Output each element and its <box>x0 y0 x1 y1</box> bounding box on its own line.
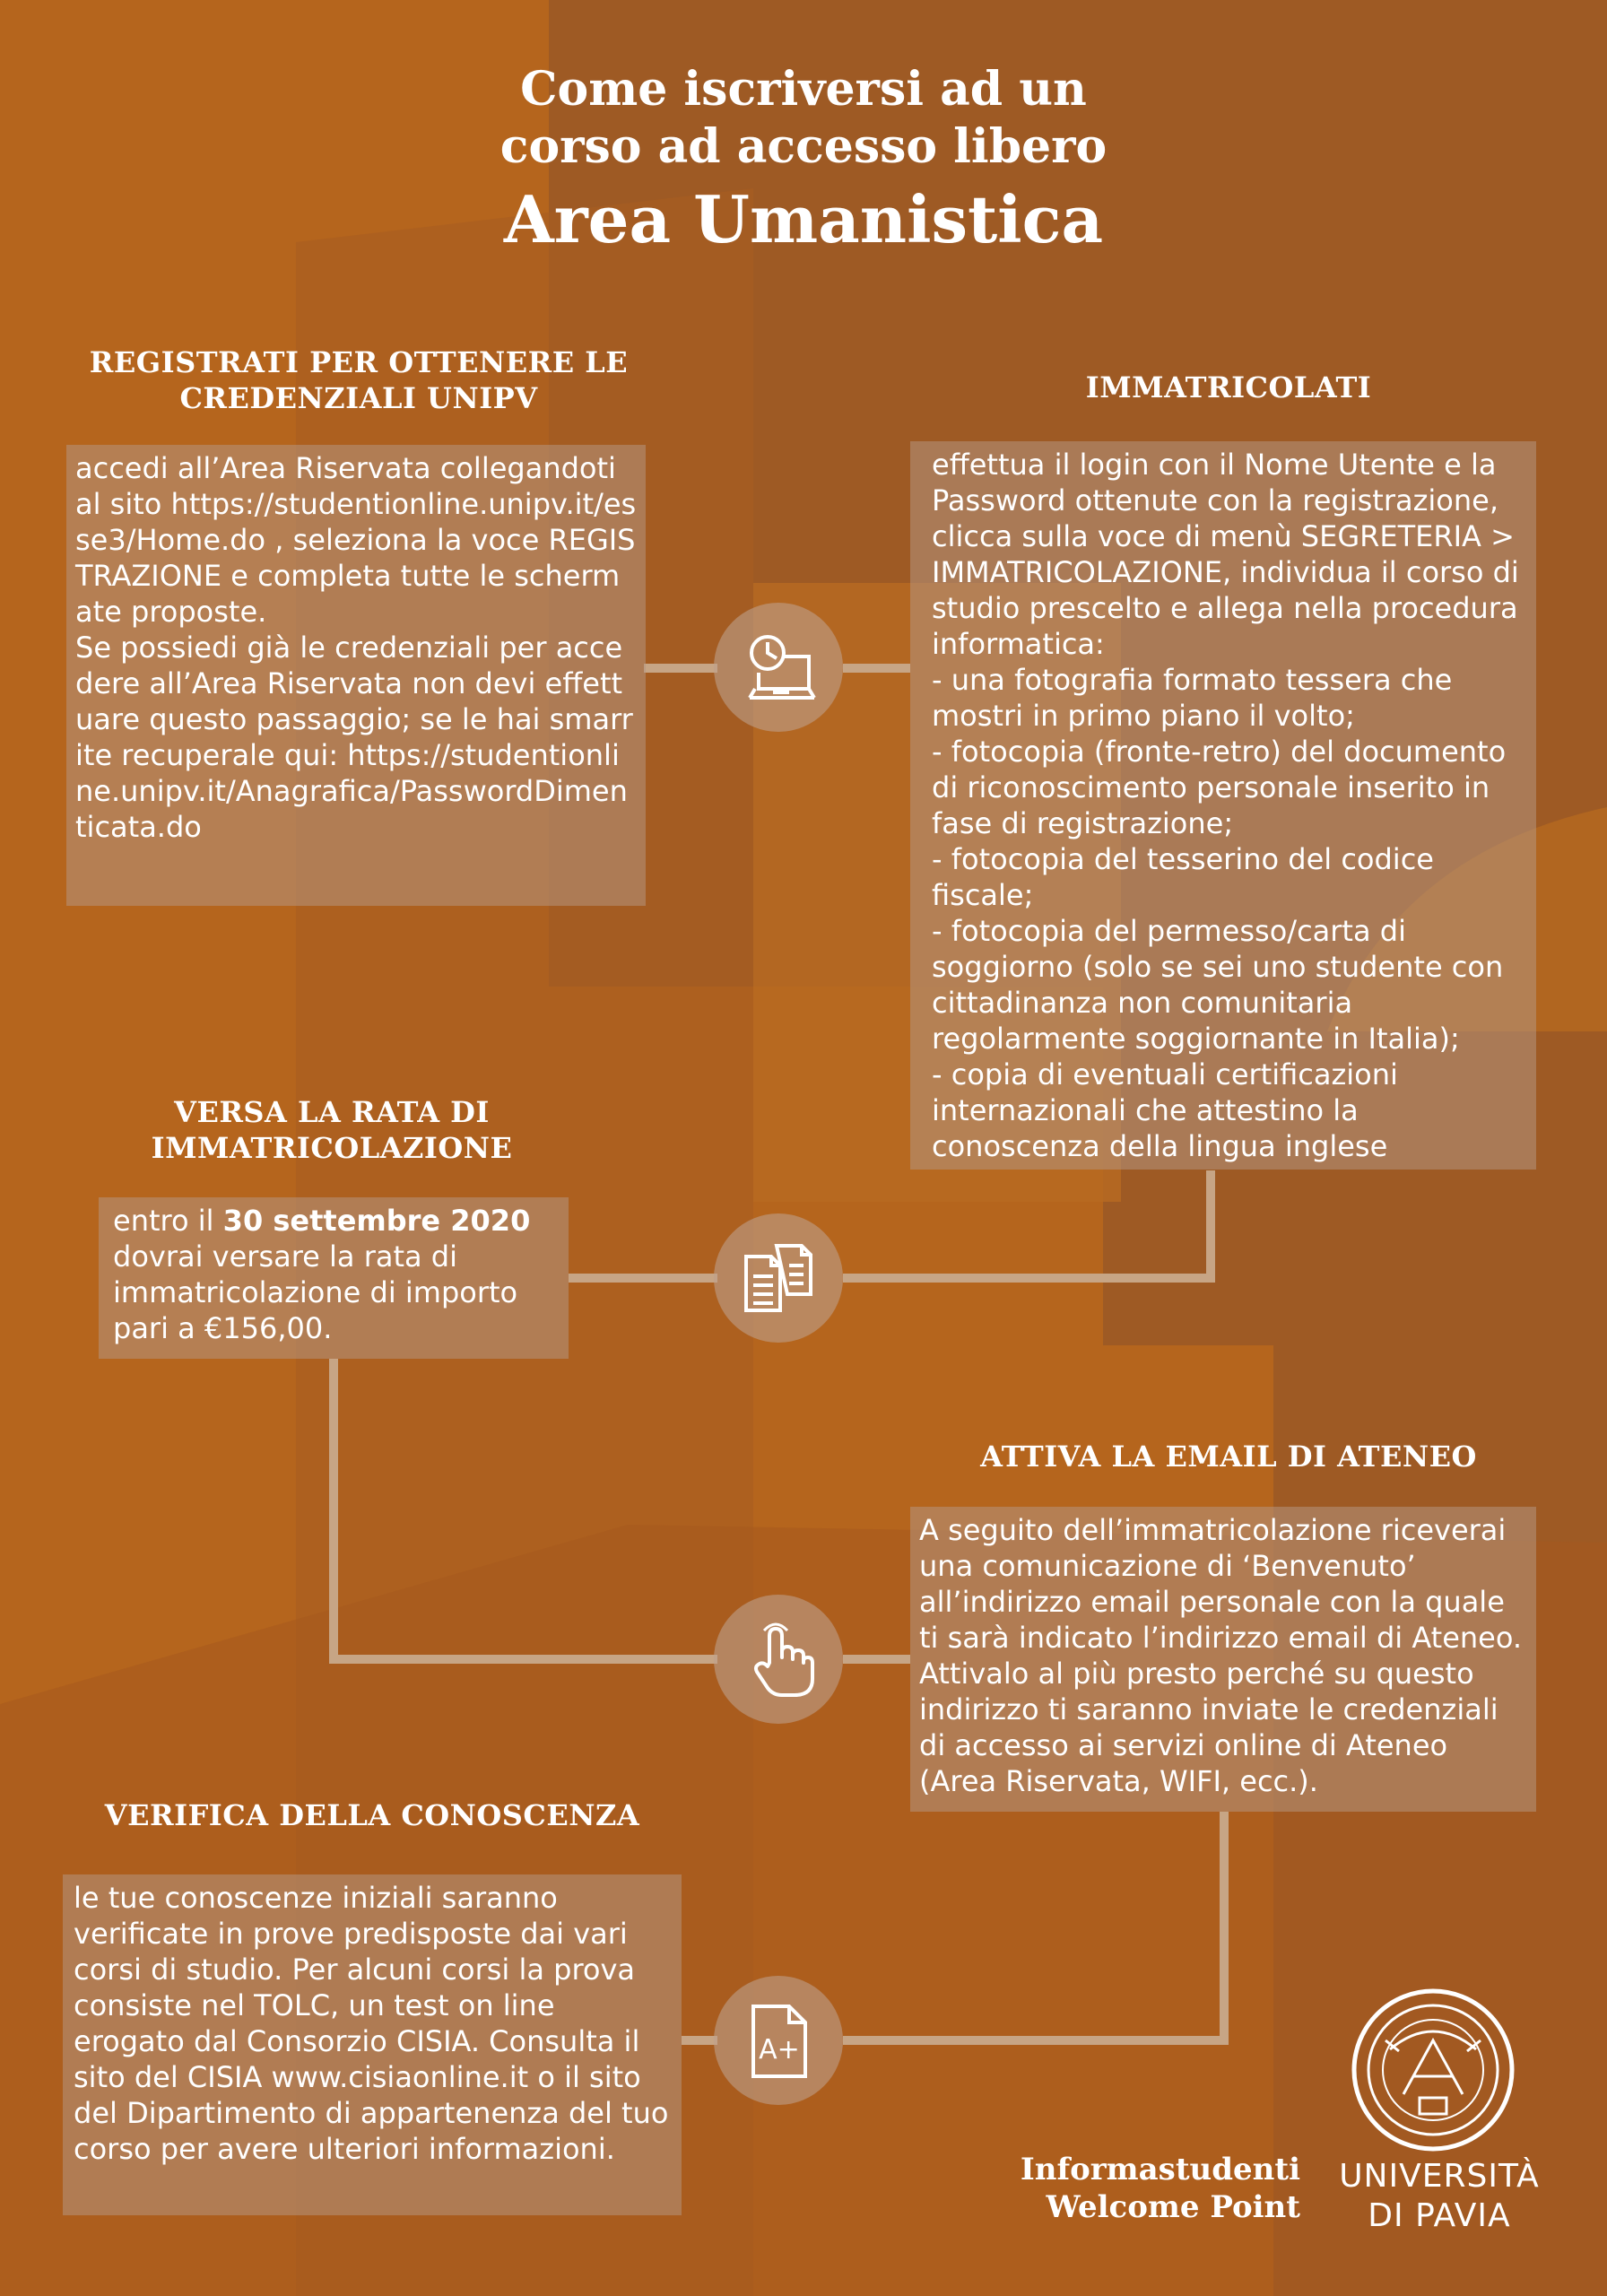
title-area: Area Umanistica <box>503 181 1104 257</box>
heading-versa <box>81 1094 583 1166</box>
versa-text-box <box>99 1197 569 1359</box>
grade-document-icon <box>714 1976 843 2105</box>
university-seal-logo <box>1350 1987 1516 2153</box>
footer-welcome-point: Welcome Point <box>1046 2189 1300 2225</box>
heading-email: ATTIVA LA EMAIL DI ATENEO <box>980 1439 1477 1474</box>
university-name-line2: DI PAVIA <box>1368 2197 1511 2234</box>
footer-informastudenti: Informastudenti <box>1020 2152 1300 2187</box>
title-line-2: corso ad accesso libero <box>499 119 1108 174</box>
clock-laptop-icon <box>714 603 843 732</box>
title-line-1: Come iscriversi ad un <box>520 62 1087 117</box>
versa-text-pre: entro il <box>113 1204 223 1238</box>
heading-registrati-line2: CREDENZIALI UNIPV <box>179 381 538 415</box>
heading-verifica: VERIFICA DELLA CONOSCENZA <box>104 1798 640 1832</box>
pointing-hand-icon <box>714 1595 843 1724</box>
heading-versa-line1: VERSA LA RATA DI <box>174 1095 490 1129</box>
registrati-text-box: accedi all’Area Riservata collegandoti al sito https://studentionline.unipv.it/esse3/Home.do , seleziona la voce REGISTRAZIONE e completa tutte le schermate proposte. Se possiedi già le credenziali per accedere all’Area Riservata non devi effettuare questo passaggio; se le hai smarrite recuperale qui: https://studentionline.unipv.it/Anagrafica/PasswordDimenticata.do <box>66 445 646 906</box>
versa-deadline: 30 settembre 2020 <box>222 1204 531 1238</box>
versa-text-post: dovrai versare la rata di immatricolazione di importo pari a €156,00. <box>113 1239 518 1345</box>
immatricolati-text-box: effettua il login con il Nome Utente e la Password ottenute con la registrazione, clicca sulla voce di menù SEGRETERIA > IMMATRICOLAZIONE, individua il corso di studio prescelto e allega nella procedura informatica: - una fotografia formato tessera che mostri in primo piano il volto; - fotocopia (fronte-retro) del documento di riconoscimento personale inserito in fase di registrazione; - fotocopia del tesserino del codice fiscale; - fotocopia del permesso/carta di soggiorno (solo se sei uno studente con cittadinanza non comunitaria regolarmente soggiornante in Italia); - copia di eventuali certificazioni internazionali che attestino la conoscenza della lingua inglese <box>910 441 1536 1170</box>
university-name-line1: UNIVERSITÀ <box>1339 2158 1540 2195</box>
heading-registrati <box>63 344 655 416</box>
heading-registrati-line1: REGISTRATI PER OTTENERE LE <box>89 345 629 379</box>
email-text-box: A seguito dell’immatricolazione riceverai una comunicazione di ‘Benvenuto’ all’indirizzo email personale con la quale ti sarà indicato l’indirizzo email di Ateneo. Attivalo al più presto perché su questo indirizzo ti saranno inviate le credenziali di accesso ai servizi online di Ateneo (Area Riservata, WIFI, ecc.). <box>910 1507 1536 1812</box>
grade-text: A+ <box>759 2034 800 2066</box>
verifica-text-box: le tue conoscenze iniziali saranno verificate in prove predisposte dai vari corsi di studio. Per alcuni corsi la prova consiste nel TOLC, un test on line erogato dal Consorzio CISIA. Consulta il sito del CISIA www.cisiaonline.it o il sito del Dipartimento di appartenenza del tuo corso per avere ulteriori informazioni. <box>63 1874 682 2215</box>
documents-icon <box>714 1213 843 1343</box>
heading-immatricolati: IMMATRICOLATI <box>1085 370 1372 404</box>
heading-versa-line2: IMMATRICOLAZIONE <box>151 1131 513 1165</box>
